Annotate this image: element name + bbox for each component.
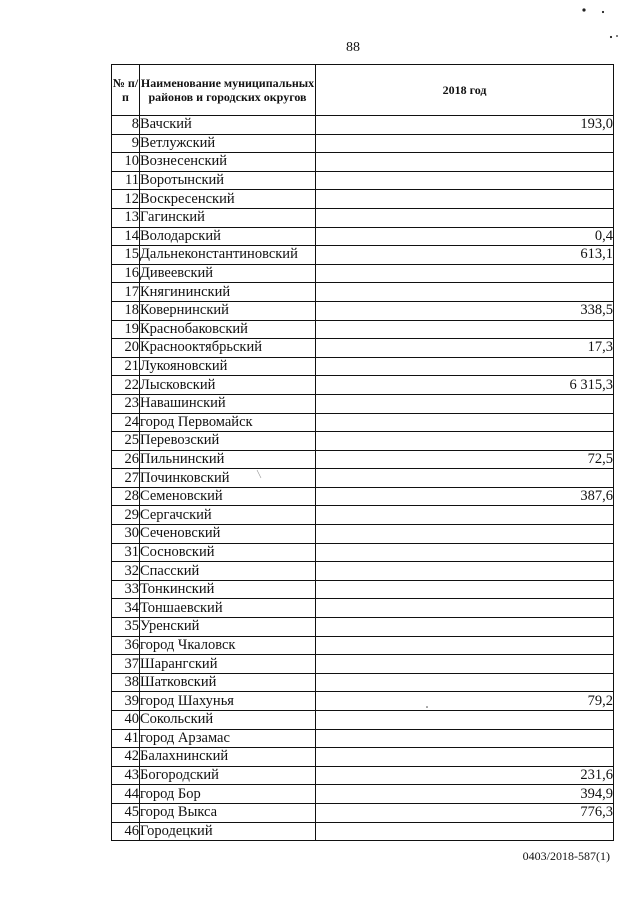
row-number: 31 [112, 543, 140, 562]
header-num: № п/п [112, 65, 140, 116]
municipality-name: Семеновский [140, 487, 316, 506]
data-table [111, 64, 614, 841]
row-number: 40 [112, 711, 140, 730]
row-value [316, 469, 614, 488]
municipality-name: Сосновский [140, 543, 316, 562]
row-value: 17,3 [316, 339, 614, 358]
row-number: 39 [112, 692, 140, 711]
municipality-name: Володарский [140, 227, 316, 246]
municipality-name: Богородский [140, 766, 316, 785]
row-value: 72,5 [316, 450, 614, 469]
municipality-name: Сергачский [140, 506, 316, 525]
row-number: 11 [112, 171, 140, 190]
table-row [112, 487, 614, 506]
table-row [112, 450, 614, 469]
document-code: 0403/2018-587(1) [522, 849, 610, 863]
table-row [112, 636, 614, 655]
municipality-name: Вачский [140, 116, 316, 135]
row-number: 32 [112, 562, 140, 581]
row-number: 16 [112, 264, 140, 283]
municipality-name: город Бор [140, 785, 316, 804]
table-row [112, 785, 614, 804]
row-number: 8 [112, 116, 140, 135]
row-number: 36 [112, 636, 140, 655]
municipality-name: Тоншаевский [140, 599, 316, 618]
row-number: 26 [112, 450, 140, 469]
row-number: 10 [112, 153, 140, 172]
table-row [112, 599, 614, 618]
row-value: 338,5 [316, 301, 614, 320]
row-value [316, 171, 614, 190]
table-row [112, 208, 614, 227]
municipality-name: Городецкий [140, 822, 316, 841]
row-number: 38 [112, 673, 140, 692]
row-number: 29 [112, 506, 140, 525]
table-row [112, 153, 614, 172]
row-value: 193,0 [316, 116, 614, 135]
row-number: 22 [112, 376, 140, 395]
municipality-name: Спасский [140, 562, 316, 581]
row-value [316, 283, 614, 302]
municipality-name: Лукояновский [140, 357, 316, 376]
table-row [112, 748, 614, 767]
table-row [112, 301, 614, 320]
table-row [112, 729, 614, 748]
row-value: 6 315,3 [316, 376, 614, 395]
municipality-name: город Шахунья [140, 692, 316, 711]
header-year: 2018 год [316, 65, 614, 116]
municipality-name: город Арзамас [140, 729, 316, 748]
table-row [112, 711, 614, 730]
row-value [316, 543, 614, 562]
row-value [316, 134, 614, 153]
municipality-name: Ветлужский [140, 134, 316, 153]
row-value [316, 599, 614, 618]
table-row [112, 506, 614, 525]
row-value [316, 153, 614, 172]
row-value [316, 264, 614, 283]
municipality-name: Гагинский [140, 208, 316, 227]
row-value: 79,2 [316, 692, 614, 711]
row-number: 30 [112, 525, 140, 544]
municipality-name: Шарангский [140, 655, 316, 674]
row-value: 231,6 [316, 766, 614, 785]
table-row [112, 413, 614, 432]
row-number: 18 [112, 301, 140, 320]
municipality-name: Уренский [140, 618, 316, 637]
table-row [112, 822, 614, 841]
municipality-name: Дальнеконстантиновский [140, 246, 316, 265]
row-value [316, 711, 614, 730]
row-value [316, 506, 614, 525]
row-number: 33 [112, 580, 140, 599]
row-number: 14 [112, 227, 140, 246]
row-number: 37 [112, 655, 140, 674]
row-number: 23 [112, 394, 140, 413]
municipality-name: Сеченовский [140, 525, 316, 544]
row-value [316, 525, 614, 544]
municipality-name: Воскресенский [140, 190, 316, 209]
row-value [316, 655, 614, 674]
municipality-name: Пильнинский [140, 450, 316, 469]
row-number: 13 [112, 208, 140, 227]
municipality-name: Тонкинский [140, 580, 316, 599]
table-row [112, 766, 614, 785]
row-value [316, 618, 614, 637]
table-row [112, 171, 614, 190]
row-number: 9 [112, 134, 140, 153]
row-number: 28 [112, 487, 140, 506]
municipality-name: Вознесенский [140, 153, 316, 172]
row-value [316, 673, 614, 692]
table-row [112, 655, 614, 674]
table-row [112, 246, 614, 265]
row-value [316, 208, 614, 227]
row-number: 35 [112, 618, 140, 637]
table-row [112, 580, 614, 599]
municipality-name: Починковский [140, 469, 316, 488]
table-row [112, 134, 614, 153]
row-value: 0,4 [316, 227, 614, 246]
row-number: 20 [112, 339, 140, 358]
row-number: 24 [112, 413, 140, 432]
table-row [112, 394, 614, 413]
municipality-name: Ковернинский [140, 301, 316, 320]
page-number: 88 [346, 40, 360, 55]
municipality-name: Краснобаковский [140, 320, 316, 339]
municipality-name: Навашинский [140, 394, 316, 413]
row-number: 12 [112, 190, 140, 209]
municipality-name: Княгининский [140, 283, 316, 302]
row-value [316, 822, 614, 841]
table-row [112, 525, 614, 544]
row-value [316, 580, 614, 599]
row-value [316, 357, 614, 376]
row-number: 42 [112, 748, 140, 767]
table-row [112, 432, 614, 451]
row-number: 45 [112, 803, 140, 822]
table-row [112, 116, 614, 135]
row-number: 44 [112, 785, 140, 804]
row-value [316, 394, 614, 413]
row-value [316, 562, 614, 581]
row-number: 43 [112, 766, 140, 785]
row-number: 46 [112, 822, 140, 841]
table-row [112, 339, 614, 358]
municipality-name: город Чкаловск [140, 636, 316, 655]
table-row [112, 283, 614, 302]
table-row [112, 376, 614, 395]
row-value [316, 729, 614, 748]
table-row [112, 469, 614, 488]
table-row [112, 618, 614, 637]
row-value [316, 432, 614, 451]
municipality-name: город Выкса [140, 803, 316, 822]
table-row [112, 227, 614, 246]
table-row [112, 803, 614, 822]
row-number: 15 [112, 246, 140, 265]
municipality-name: Шатковский [140, 673, 316, 692]
municipality-name: Перевозский [140, 432, 316, 451]
municipality-name: Балахнинский [140, 748, 316, 767]
row-number: 17 [112, 283, 140, 302]
municipality-name: Воротынский [140, 171, 316, 190]
row-number: 41 [112, 729, 140, 748]
table-row [112, 357, 614, 376]
table-row [112, 543, 614, 562]
row-value [316, 748, 614, 767]
table-row [112, 320, 614, 339]
row-value [316, 636, 614, 655]
row-number: 34 [112, 599, 140, 618]
row-number: 27 [112, 469, 140, 488]
header-name: Наименование муниципальных районов и городских округов [140, 65, 316, 116]
row-value: 613,1 [316, 246, 614, 265]
table-row [112, 264, 614, 283]
row-value: 394,9 [316, 785, 614, 804]
table-header-row [112, 65, 614, 116]
row-value: 776,3 [316, 803, 614, 822]
municipality-name: Сокольский [140, 711, 316, 730]
municipality-name: город Первомайск [140, 413, 316, 432]
table-row [112, 190, 614, 209]
table-row [112, 692, 614, 711]
row-value [316, 190, 614, 209]
row-value [316, 320, 614, 339]
municipality-name: Краснооктябрьский [140, 339, 316, 358]
table-row [112, 562, 614, 581]
municipality-name: Лысковский [140, 376, 316, 395]
row-number: 19 [112, 320, 140, 339]
row-number: 21 [112, 357, 140, 376]
municipality-name: Дивеевский [140, 264, 316, 283]
row-value [316, 413, 614, 432]
table-row [112, 673, 614, 692]
row-value: 387,6 [316, 487, 614, 506]
row-number: 25 [112, 432, 140, 451]
